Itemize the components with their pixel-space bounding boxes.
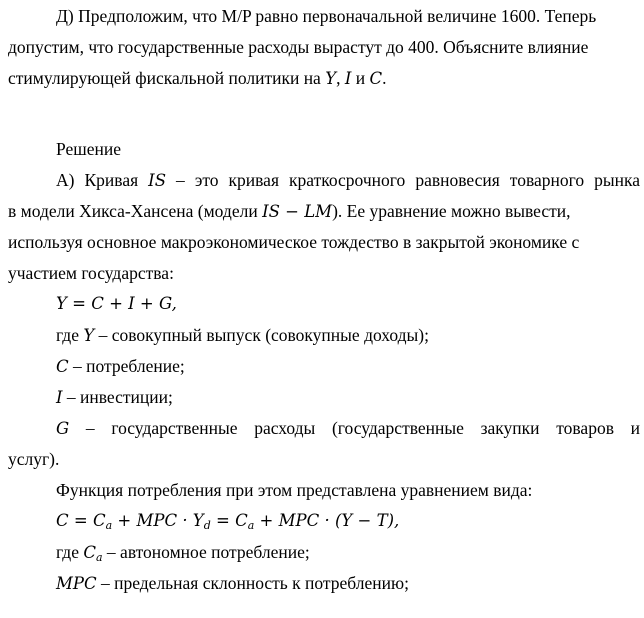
var-c: C: [56, 357, 69, 376]
word: товарного: [509, 170, 585, 190]
word: закупки: [480, 418, 540, 438]
subscript-a: a: [105, 519, 113, 532]
var-y: Y: [83, 326, 95, 345]
var-c: C: [83, 543, 96, 562]
period: .: [382, 68, 387, 88]
para-a-line-4: участием государства:: [8, 263, 174, 283]
var-y: Y: [325, 69, 337, 88]
text: – потребление;: [73, 356, 185, 376]
word: А): [56, 170, 75, 190]
word: равновесия: [415, 170, 500, 190]
word: рынка: [594, 170, 641, 190]
equation-consumption: [0, 510, 644, 532]
var-mpc: MPC: [56, 574, 97, 593]
word: где: [56, 325, 79, 345]
var-g: G: [56, 419, 70, 438]
word: Кривая: [84, 170, 139, 190]
eq-part: + MPC · (Y − T): [254, 511, 395, 530]
word: товаров: [556, 418, 614, 438]
var-i: I: [56, 388, 63, 407]
task-d-text: стимулирующей фискальной политики на: [8, 68, 321, 88]
equation-income-identity: Y = C + I + G,: [56, 294, 177, 313]
word: –: [85, 418, 95, 438]
def-mpc: [0, 572, 644, 595]
task-d-line-1: Д) Предположим, что M/P равно первоначальной величине 1600. Теперь: [56, 6, 597, 26]
var-is-lm: IS − LM: [262, 202, 333, 221]
eq-part: C = C: [56, 511, 106, 530]
task-d-line-3: [0, 67, 644, 90]
para-a-line-1: [0, 169, 644, 192]
para-a-line-3: используя основное макроэкономическое тождество в закрытой экономике с: [8, 232, 580, 252]
var-c: C: [369, 69, 383, 88]
text: – предельная склонность к потреблению;: [101, 573, 409, 593]
subscript-d: d: [203, 519, 211, 532]
def-i: [0, 386, 644, 409]
word: где: [56, 542, 79, 562]
solution-heading: Решение: [56, 139, 122, 159]
def-ca: [0, 541, 644, 564]
para-a-line-2: [0, 200, 644, 223]
word: кривая: [228, 170, 279, 190]
text: – инвестиции;: [66, 387, 173, 407]
comma: ,: [336, 68, 341, 88]
text: – автономное потребление;: [106, 542, 310, 562]
def-g: [0, 417, 644, 440]
consumption-intro: Функция потребления при этом представлена уравнением вида:: [56, 480, 533, 500]
word: и: [630, 418, 641, 438]
comma: ,: [394, 511, 400, 530]
var-ca: [83, 543, 102, 562]
task-d-line-2: допустим, что государственные расходы вырастут до 400. Объясните влияние: [8, 37, 589, 57]
text: в модели Хикса-Хансена (модели: [8, 201, 258, 221]
def-y: [0, 324, 644, 347]
eq-part: + MPC · Y: [112, 511, 204, 530]
def-g-continued: услуг).: [8, 449, 60, 469]
var-is: IS: [148, 171, 166, 190]
subscript-a: a: [247, 519, 255, 532]
def-c: [0, 355, 644, 378]
word: государственные: [111, 418, 238, 438]
subscript-a: a: [95, 551, 103, 564]
var-i: I: [344, 69, 352, 88]
word-and: и: [355, 68, 366, 88]
word: краткосрочного: [289, 170, 406, 190]
word: (государственные: [331, 418, 464, 438]
text: – совокупный выпуск (совокупные доходы);: [98, 325, 429, 345]
word: –: [176, 170, 185, 190]
word: это: [194, 170, 219, 190]
word: расходы: [254, 418, 316, 438]
eq-part: = C: [210, 511, 248, 530]
text: ). Ее уравнение можно вывести,: [332, 201, 571, 221]
